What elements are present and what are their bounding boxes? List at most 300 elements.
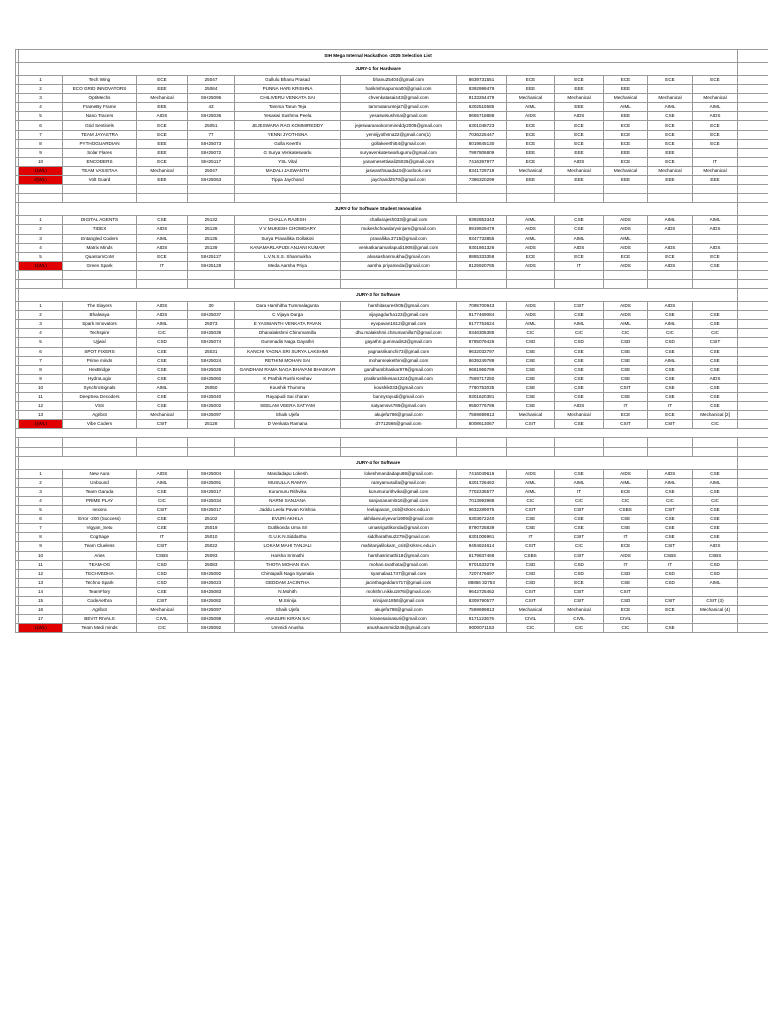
empty-cell[interactable] xyxy=(137,447,188,456)
phone-cell[interactable]: 6303672240 xyxy=(457,515,507,524)
phone-cell[interactable]: 8639731551 xyxy=(457,76,507,85)
branch-m3-cell[interactable]: CSD xyxy=(555,569,604,578)
branch-m4-cell[interactable]: AIML xyxy=(604,478,648,487)
team-id-cell[interactable]: SIH25037 xyxy=(188,311,235,320)
branch-m3-cell[interactable]: Mechanical xyxy=(555,606,604,615)
sno-cell[interactable]: 2(WL) xyxy=(19,176,63,185)
branch-m3-cell[interactable]: CSE xyxy=(555,365,604,374)
team-id-cell[interactable]: 25139 xyxy=(188,243,235,252)
team-name-cell[interactable]: BEVIT RIVALS xyxy=(63,615,137,624)
team-branch-cell[interactable]: AIDS xyxy=(137,302,188,311)
team-id-cell[interactable]: SIH25083 xyxy=(188,587,235,596)
branch-m2-cell[interactable]: CSE xyxy=(507,347,555,356)
email-cell[interactable]: mohithn.nikku1976@gmail.com xyxy=(341,587,457,596)
branch-m3-cell[interactable]: AIML xyxy=(555,478,604,487)
empty-cell[interactable] xyxy=(19,194,63,203)
email-cell[interactable]: lokeshmandadapu96@gmail.com xyxy=(341,469,457,478)
team-branch-cell[interactable]: CSE xyxy=(137,356,188,365)
empty-cell[interactable] xyxy=(555,185,604,194)
phone-cell[interactable]: 9392999479 xyxy=(457,85,507,94)
branch-m5-cell[interactable]: AIML xyxy=(648,216,693,225)
team-name-cell[interactable]: Volt Guard xyxy=(63,176,137,185)
branch-m6-cell[interactable] xyxy=(693,615,738,624)
team-name-cell[interactable]: FrameBy Frame xyxy=(63,103,137,112)
branch-m2-cell[interactable]: AIML xyxy=(507,103,555,112)
branch-m6-cell[interactable] xyxy=(693,587,738,596)
branch-m6-cell[interactable]: AIDS xyxy=(693,374,738,383)
empty-cell[interactable] xyxy=(235,438,341,447)
phone-cell[interactable]: 8639249789 xyxy=(457,356,507,365)
phone-cell[interactable]: 7780753035 xyxy=(457,383,507,392)
sno-cell[interactable]: 1 xyxy=(19,216,63,225)
branch-m3-cell[interactable]: AIDS xyxy=(555,112,604,121)
branch-m2-cell[interactable]: CIVIL xyxy=(507,615,555,624)
branch-m6-cell[interactable]: CSIT xyxy=(693,338,738,347)
branch-m2-cell[interactable]: ECE xyxy=(507,252,555,261)
branch-m2-cell[interactable]: CSE xyxy=(507,365,555,374)
empty-cell[interactable] xyxy=(507,279,555,288)
branch-m4-cell[interactable]: AIML xyxy=(604,320,648,329)
team-id-cell[interactable]: 25047 xyxy=(188,166,235,175)
team-id-cell[interactable]: 30 xyxy=(188,302,235,311)
team-branch-cell[interactable]: EEE xyxy=(137,176,188,185)
branch-m4-cell[interactable]: CIC xyxy=(604,624,648,633)
team-branch-cell[interactable]: AIML xyxy=(137,383,188,392)
empty-cell[interactable] xyxy=(137,279,188,288)
branch-m4-cell[interactable]: CIC xyxy=(604,329,648,338)
branch-m2-cell[interactable]: CSE xyxy=(507,515,555,524)
phone-cell[interactable]: 8008613067 xyxy=(457,420,507,429)
sno-cell[interactable]: 7 xyxy=(19,356,63,365)
leader-name-cell[interactable]: N.Mohith xyxy=(235,587,341,596)
empty-cell[interactable] xyxy=(738,478,768,487)
branch-m4-cell[interactable]: AIDS xyxy=(604,302,648,311)
empty-cell[interactable] xyxy=(738,103,768,112)
team-id-cell[interactable]: SIH25082 xyxy=(188,596,235,605)
email-cell[interactable]: gandhambhaskar979@gmail.com xyxy=(341,365,457,374)
leader-name-cell[interactable]: E YASWANTH VENKATA PAVAN xyxy=(235,320,341,329)
sno-cell[interactable]: 2 xyxy=(19,225,63,234)
email-cell[interactable]: aarsha priyameda@gmail.com xyxy=(341,261,457,270)
team-branch-cell[interactable]: CSE xyxy=(137,393,188,402)
branch-m5-cell[interactable]: AIML xyxy=(648,478,693,487)
team-id-cell[interactable]: SIH25039 xyxy=(188,329,235,338)
empty-cell[interactable] xyxy=(648,279,693,288)
branch-m4-cell[interactable]: CSD xyxy=(604,569,648,578)
branch-m5-cell[interactable]: ECE xyxy=(648,121,693,130)
empty-cell[interactable] xyxy=(507,447,555,456)
team-branch-cell[interactable]: EEE xyxy=(137,139,188,148)
empty-cell[interactable] xyxy=(738,176,768,185)
empty-cell[interactable] xyxy=(341,185,457,194)
branch-m3-cell[interactable]: CSIT xyxy=(555,506,604,515)
team-id-cell[interactable]: SIH25063 xyxy=(188,176,235,185)
phone-cell[interactable]: 7386320299 xyxy=(457,176,507,185)
branch-m4-cell[interactable]: EEE xyxy=(604,112,648,121)
leader-name-cell[interactable]: MADALI JASWANTH xyxy=(235,166,341,175)
team-branch-cell[interactable]: CSE xyxy=(137,216,188,225)
empty-cell[interactable] xyxy=(738,252,768,261)
empty-cell[interactable] xyxy=(738,533,768,542)
team-id-cell[interactable]: 25031 xyxy=(188,347,235,356)
branch-m3-cell[interactable]: AIDS xyxy=(555,243,604,252)
empty-cell[interactable] xyxy=(738,560,768,569)
email-cell[interactable]: sanjananarni516@gmail.com xyxy=(341,496,457,505)
team-branch-cell[interactable]: EEE xyxy=(137,103,188,112)
team-branch-cell[interactable]: CSE xyxy=(137,487,188,496)
branch-m6-cell[interactable]: AIDS xyxy=(693,225,738,234)
email-cell[interactable]: bhanu25404@gmail.com xyxy=(341,76,457,85)
team-name-cell[interactable]: New Aura xyxy=(63,469,137,478)
branch-m4-cell[interactable]: ECE xyxy=(604,606,648,615)
empty-cell[interactable] xyxy=(188,185,235,194)
branch-m4-cell[interactable]: ECE xyxy=(604,252,648,261)
team-name-cell[interactable]: Vibe Coders xyxy=(63,420,137,429)
branch-m2-cell[interactable]: CIC xyxy=(507,624,555,633)
phone-cell[interactable]: 8019845130 xyxy=(457,139,507,148)
team-name-cell[interactable]: ECO GRID INNOVATORS xyxy=(63,85,137,94)
empty-cell[interactable] xyxy=(235,270,341,279)
phone-cell[interactable]: 9632289075 xyxy=(457,506,507,515)
team-name-cell[interactable]: Entangled Coders xyxy=(63,234,137,243)
branch-m2-cell[interactable]: ECE xyxy=(507,121,555,130)
empty-cell[interactable] xyxy=(648,194,693,203)
empty-cell[interactable] xyxy=(738,261,768,270)
empty-cell[interactable] xyxy=(738,420,768,429)
branch-m5-cell[interactable]: CIC xyxy=(648,329,693,338)
branch-m6-cell[interactable]: ECE xyxy=(693,130,738,139)
team-branch-cell[interactable]: CSIT xyxy=(137,542,188,551)
phone-cell[interactable]: 9392853343 xyxy=(457,216,507,225)
team-name-cell[interactable]: Error -200 (Success) xyxy=(63,515,137,524)
sno-cell[interactable]: 6 xyxy=(19,121,63,130)
team-id-cell[interactable]: SIH25017 xyxy=(188,487,235,496)
branch-m5-cell[interactable]: CSIT xyxy=(648,420,693,429)
empty-cell[interactable] xyxy=(738,311,768,320)
team-branch-cell[interactable]: ECE xyxy=(137,252,188,261)
email-cell[interactable]: akujefa786@gmail.com xyxy=(341,606,457,615)
branch-m3-cell[interactable]: Mechanical xyxy=(555,411,604,420)
empty-cell[interactable] xyxy=(63,447,137,456)
branch-m4-cell[interactable]: EEE xyxy=(604,85,648,94)
branch-m5-cell[interactable]: AIDS xyxy=(648,243,693,252)
team-branch-cell[interactable]: IT xyxy=(137,533,188,542)
team-name-cell[interactable]: Team Garuda xyxy=(63,487,137,496)
branch-m5-cell[interactable]: CSE xyxy=(648,515,693,524)
sno-cell[interactable]: 7 xyxy=(19,524,63,533)
leader-name-cell[interactable]: JEJESWARA RAO KOMMIREDDY xyxy=(235,121,341,130)
team-name-cell[interactable]: Prime minds xyxy=(63,356,137,365)
team-branch-cell[interactable]: AIML xyxy=(137,478,188,487)
branch-m3-cell[interactable]: EEE xyxy=(555,103,604,112)
branch-m2-cell[interactable]: AIDS xyxy=(507,261,555,270)
branch-m5-cell[interactable]: EEE xyxy=(648,148,693,157)
team-name-cell[interactable]: Techspire xyxy=(63,329,137,338)
empty-cell[interactable] xyxy=(507,438,555,447)
branch-m5-cell[interactable]: CSE xyxy=(648,533,693,542)
branch-m4-cell[interactable]: EEE xyxy=(604,176,648,185)
empty-cell[interactable] xyxy=(738,289,768,302)
leader-name-cell[interactable]: G Surya Venkateswarlu xyxy=(235,148,341,157)
team-id-cell[interactable]: SIH25073 xyxy=(188,139,235,148)
sno-cell[interactable]: 4 xyxy=(19,496,63,505)
empty-cell[interactable] xyxy=(341,438,457,447)
email-cell[interactable]: akujefa786@gmail.com xyxy=(341,411,457,420)
empty-cell[interactable] xyxy=(341,447,457,456)
team-branch-cell[interactable]: ECE xyxy=(137,157,188,166)
empty-cell[interactable] xyxy=(457,270,507,279)
branch-m5-cell[interactable]: AIDS xyxy=(648,302,693,311)
branch-m3-cell[interactable]: ECE xyxy=(555,130,604,139)
email-cell[interactable]: jaychand2570@gmail.com xyxy=(341,176,457,185)
team-id-cell[interactable]: 25051 xyxy=(188,121,235,130)
branch-m5-cell[interactable]: CSE xyxy=(648,112,693,121)
team-name-cell[interactable]: TEAM JAYASTRA xyxy=(63,130,137,139)
phone-cell[interactable]: 9494624614 xyxy=(457,542,507,551)
branch-m3-cell[interactable]: ECE xyxy=(555,578,604,587)
email-cell[interactable]: mahitanjalilokam_csit@srkrec.edu.in xyxy=(341,542,457,551)
team-id-cell[interactable]: 25093 xyxy=(188,551,235,560)
branch-m6-cell[interactable] xyxy=(693,234,738,243)
team-branch-cell[interactable]: ECE xyxy=(137,130,188,139)
sno-cell[interactable]: 1(WL) xyxy=(19,166,63,175)
team-id-cell[interactable]: 77 xyxy=(188,130,235,139)
branch-m5-cell[interactable]: CSE xyxy=(648,347,693,356)
branch-m6-cell[interactable]: CSD xyxy=(693,569,738,578)
sno-cell[interactable]: 5 xyxy=(19,338,63,347)
branch-m5-cell[interactable]: CSBS xyxy=(648,551,693,560)
sno-cell[interactable]: 2 xyxy=(19,311,63,320)
branch-m4-cell[interactable]: CSE xyxy=(604,365,648,374)
branch-m5-cell[interactable]: ECE xyxy=(648,139,693,148)
empty-cell[interactable] xyxy=(555,279,604,288)
sno-cell[interactable]: 1 xyxy=(19,302,63,311)
empty-cell[interactable] xyxy=(137,194,188,203)
branch-m6-cell[interactable]: CSE xyxy=(693,347,738,356)
empty-cell[interactable] xyxy=(738,130,768,139)
branch-m5-cell[interactable]: IT xyxy=(648,402,693,411)
email-cell[interactable]: bunnyrayudi@gmail.com xyxy=(341,393,457,402)
phone-cell[interactable]: 8171123676 xyxy=(457,615,507,624)
empty-cell[interactable] xyxy=(63,270,137,279)
leader-name-cell[interactable]: Golla Keerthi xyxy=(235,139,341,148)
phone-cell[interactable]: 7569717250 xyxy=(457,374,507,383)
branch-m5-cell[interactable] xyxy=(648,615,693,624)
branch-m3-cell[interactable]: CSIT xyxy=(555,596,604,605)
empty-cell[interactable] xyxy=(19,185,63,194)
branch-m4-cell[interactable]: CSIT xyxy=(604,420,648,429)
empty-cell[interactable] xyxy=(457,438,507,447)
empty-cell[interactable] xyxy=(738,203,768,216)
team-branch-cell[interactable]: CSE xyxy=(137,524,188,533)
team-id-cell[interactable]: 25083 xyxy=(188,560,235,569)
phone-cell[interactable]: 7569699813 xyxy=(457,606,507,615)
team-id-cell[interactable]: SIH25060 xyxy=(188,374,235,383)
leader-name-cell[interactable]: THOTA MOHAN SVA xyxy=(235,560,341,569)
branch-m3-cell[interactable]: CIVIL xyxy=(555,615,604,624)
team-name-cell[interactable]: Team Medi minds xyxy=(63,624,137,633)
phone-cell[interactable]: 9632032797 xyxy=(457,347,507,356)
branch-m4-cell[interactable]: AIDS xyxy=(604,225,648,234)
leader-name-cell[interactable]: SEELAM VEERA SATYAM xyxy=(235,402,341,411)
branch-m5-cell[interactable]: CSD xyxy=(648,578,693,587)
empty-cell[interactable] xyxy=(738,279,768,288)
empty-cell[interactable] xyxy=(738,112,768,121)
team-name-cell[interactable]: CodeAethra xyxy=(63,596,137,605)
branch-m2-cell[interactable]: CSIT xyxy=(507,542,555,551)
empty-cell[interactable] xyxy=(738,216,768,225)
branch-m4-cell[interactable]: AIML xyxy=(604,234,648,243)
team-name-cell[interactable]: Agribot xyxy=(63,411,137,420)
jury-title-cell[interactable]: JURY-2 for Software Student Innovation xyxy=(19,203,738,216)
email-cell[interactable]: gollakeerthi54@gmail.com xyxy=(341,139,457,148)
team-branch-cell[interactable]: AIDS xyxy=(137,112,188,121)
team-branch-cell[interactable]: Mechanical xyxy=(137,606,188,615)
branch-m6-cell[interactable]: CSE xyxy=(693,487,738,496)
leader-name-cell[interactable]: CHILIVERU VENKATA SAI xyxy=(235,94,341,103)
sno-cell[interactable]: 13 xyxy=(19,578,63,587)
branch-m4-cell[interactable]: AIDS xyxy=(604,261,648,270)
leader-name-cell[interactable]: Rayapudi Sai charan xyxy=(235,393,341,402)
team-name-cell[interactable]: PRIME PLAY xyxy=(63,496,137,505)
leader-name-cell[interactable]: YSL Vital xyxy=(235,157,341,166)
sno-cell[interactable]: 12 xyxy=(19,569,63,578)
phone-cell[interactable]: 9661966799 xyxy=(457,365,507,374)
team-name-cell[interactable]: Techno Spark xyxy=(63,578,137,587)
branch-m6-cell[interactable]: CSBS xyxy=(693,551,738,560)
sno-cell[interactable]: 3 xyxy=(19,234,63,243)
branch-m6-cell[interactable]: CSE xyxy=(693,469,738,478)
sno-cell[interactable]: 9 xyxy=(19,148,63,157)
empty-cell[interactable] xyxy=(648,185,693,194)
branch-m2-cell[interactable]: AIDS xyxy=(507,225,555,234)
email-cell[interactable]: yennijyothsna22@gmail.com(1) xyxy=(341,130,457,139)
email-cell[interactable]: eyvpavan1812@gmail.com xyxy=(341,320,457,329)
empty-cell[interactable] xyxy=(738,270,768,279)
empty-cell[interactable] xyxy=(137,438,188,447)
branch-m3-cell[interactable]: CSE xyxy=(555,216,604,225)
branch-m2-cell[interactable]: Mechanical xyxy=(507,94,555,103)
email-cell[interactable]: dhu.malakshmi.chirumamilla7@gmail.com xyxy=(341,329,457,338)
sno-cell[interactable]: 3 xyxy=(19,94,63,103)
email-cell[interactable]: yanamesettiwali25026@gmail.com xyxy=(341,157,457,166)
team-name-cell[interactable]: Team Clueless xyxy=(63,542,137,551)
branch-m6-cell[interactable]: CSD xyxy=(693,560,738,569)
branch-m4-cell[interactable]: IT xyxy=(604,560,648,569)
empty-cell[interactable] xyxy=(738,624,768,633)
sno-cell[interactable]: 9 xyxy=(19,542,63,551)
team-name-cell[interactable]: VSS xyxy=(63,402,137,411)
email-cell[interactable]: yagnasrikanchi73@gmail.com xyxy=(341,347,457,356)
branch-m4-cell[interactable]: EEE xyxy=(604,148,648,157)
empty-cell[interactable] xyxy=(738,85,768,94)
sno-cell[interactable]: 4 xyxy=(19,329,63,338)
team-id-cell[interactable]: 25132 xyxy=(188,216,235,225)
empty-cell[interactable] xyxy=(235,447,341,456)
branch-m3-cell[interactable]: AIML xyxy=(555,320,604,329)
branch-m5-cell[interactable]: ECE xyxy=(648,157,693,166)
empty-cell[interactable] xyxy=(63,279,137,288)
team-name-cell[interactable]: HydroLogix xyxy=(63,374,137,383)
branch-m6-cell[interactable] xyxy=(693,624,738,633)
phone-cell[interactable]: 9346305385 xyxy=(457,329,507,338)
email-cell[interactable]: jacinthageddam717@gmail.com xyxy=(341,578,457,587)
leader-name-cell[interactable]: Harsha Srimathi xyxy=(235,551,341,560)
team-branch-cell[interactable]: CIC xyxy=(137,496,188,505)
branch-m6-cell[interactable]: CSE xyxy=(693,533,738,542)
branch-m2-cell[interactable]: CSBS xyxy=(507,551,555,560)
branch-m5-cell[interactable]: AIML xyxy=(648,356,693,365)
leader-name-cell[interactable]: Mandadapu Lokesh xyxy=(235,469,341,478)
leader-name-cell[interactable]: Kurumuru Rithvika xyxy=(235,487,341,496)
team-id-cell[interactable]: 25019 xyxy=(188,524,235,533)
email-cell[interactable]: yesaswisushma@gmail.com xyxy=(341,112,457,121)
branch-m6-cell[interactable]: Mechanical (4) xyxy=(693,606,738,615)
branch-m3-cell[interactable]: CIC xyxy=(555,624,604,633)
empty-cell[interactable] xyxy=(604,447,648,456)
branch-m5-cell[interactable]: CSIT xyxy=(648,596,693,605)
empty-cell[interactable] xyxy=(457,279,507,288)
empty-cell[interactable] xyxy=(738,393,768,402)
branch-m5-cell[interactable]: EEE xyxy=(648,176,693,185)
phone-cell[interactable]: 6302515585 xyxy=(457,103,507,112)
branch-m4-cell[interactable]: CIVIL xyxy=(604,615,648,624)
branch-m5-cell[interactable]: AIML xyxy=(648,103,693,112)
leader-name-cell[interactable]: Ummidi Anusha xyxy=(235,624,341,633)
team-branch-cell[interactable]: Mechanical xyxy=(137,94,188,103)
empty-cell[interactable] xyxy=(507,270,555,279)
email-cell[interactable]: umasrigutlikonda@gmail.com xyxy=(341,524,457,533)
branch-m5-cell[interactable] xyxy=(648,234,693,243)
branch-m5-cell[interactable]: ECE xyxy=(648,252,693,261)
team-branch-cell[interactable]: CSE xyxy=(137,374,188,383)
branch-m2-cell[interactable]: AIML xyxy=(507,487,555,496)
email-cell[interactable]: gayathri.gummadis3@gmail.com xyxy=(341,338,457,347)
empty-cell[interactable] xyxy=(738,234,768,243)
branch-m6-cell[interactable]: CSIT (3) xyxy=(693,596,738,605)
empty-cell[interactable] xyxy=(738,166,768,175)
empty-cell[interactable] xyxy=(738,411,768,420)
email-cell[interactable]: mukeshchowdaryvinjam@gmail.com xyxy=(341,225,457,234)
empty-cell[interactable] xyxy=(648,270,693,279)
branch-m4-cell[interactable]: IT xyxy=(604,402,648,411)
team-branch-cell[interactable]: AIDS xyxy=(137,225,188,234)
empty-cell[interactable] xyxy=(738,487,768,496)
branch-m4-cell[interactable]: Mechanical xyxy=(604,94,648,103)
branch-m4-cell[interactable]: AIDS xyxy=(604,311,648,320)
branch-m5-cell[interactable]: CSIT xyxy=(648,542,693,551)
branch-m2-cell[interactable]: CSIT xyxy=(507,506,555,515)
branch-m5-cell[interactable]: CSD xyxy=(648,338,693,347)
branch-m5-cell[interactable]: CSE xyxy=(648,374,693,383)
sno-cell[interactable]: 11 xyxy=(19,560,63,569)
leader-name-cell[interactable]: GANDHAM RAMA NAGA BHAVANI BHASKAR xyxy=(235,365,341,374)
team-branch-cell[interactable]: CIVIL xyxy=(137,615,188,624)
team-id-cell[interactable]: SIH25091 xyxy=(188,478,235,487)
team-id-cell[interactable]: SIH25097 xyxy=(188,606,235,615)
sno-cell[interactable]: 1 xyxy=(19,76,63,85)
branch-m4-cell[interactable]: CIC xyxy=(604,496,648,505)
leader-name-cell[interactable]: LOKAM MAHI TANJALI xyxy=(235,542,341,551)
branch-m2-cell[interactable]: AIML xyxy=(507,320,555,329)
branch-m6-cell[interactable]: CSE xyxy=(693,365,738,374)
leader-name-cell[interactable]: EVURI AKHILA xyxy=(235,515,341,524)
team-branch-cell[interactable]: CSE xyxy=(137,515,188,524)
team-branch-cell[interactable]: CSE xyxy=(137,347,188,356)
empty-cell[interactable] xyxy=(738,148,768,157)
leader-name-cell[interactable]: Yesaswi Sushma Peela xyxy=(235,112,341,121)
sno-cell[interactable]: 4 xyxy=(19,243,63,252)
